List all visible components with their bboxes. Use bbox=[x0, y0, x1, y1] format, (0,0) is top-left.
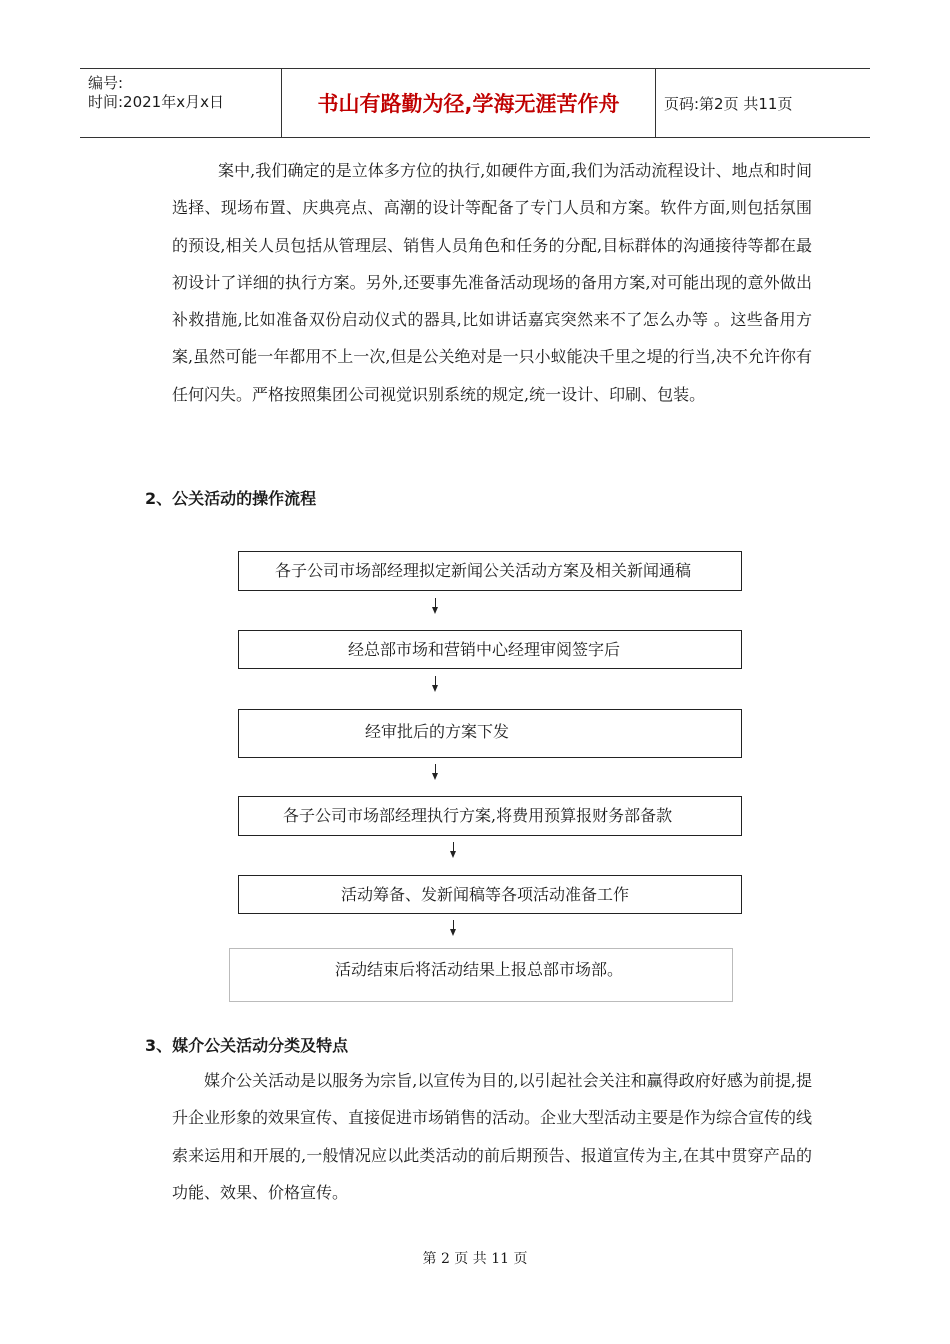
flow-step-2 bbox=[238, 630, 742, 669]
flow-step-6 bbox=[229, 948, 733, 1002]
flow-step-6-text: 活动结束后将活动结果上报总部市场部。 bbox=[335, 960, 624, 979]
body-paragraph-2: 媒介公关活动是以服务为宗旨,以宣传为目的,以引起社会关注和赢得政府好感为前提,提升企业形象的效果宣传、直接促进市场销售的活动。企业大型活动主要是作为综合宣传的线索来运用和开展的,一般情况应以此类活动的前后期预告、报道宣传为主,在其中贯穿产品的功能、效果、价格宣传。 bbox=[172, 1071, 813, 1202]
flow-step-4-text: 各子公司市场部经理执行方案,将费用预算报财务部备款 bbox=[283, 806, 673, 825]
number-label: 编号: bbox=[88, 74, 124, 92]
flow-step-3 bbox=[238, 709, 742, 758]
header-motto: 书山有路勤为径,学海无涯苦作舟 bbox=[282, 69, 656, 137]
body-paragraph-1: 案中,我们确定的是立体多方位的执行,如硬件方面,我们为活动流程设计、地点和时间选择、现场布置、庆典亮点、高潮的设计等配备了专门人员和方案。软件方面,则包括氛围的预设,相关人员包括从管理层、销售人员角色和任务的分配,目标群体的沟通接待等都在最初设计了详细的执行方案。另外,还要事先准备活动现场的备用方案,对可能出现的意外做出补救措施,比如准备双份启动仪式的器具,比如讲话嘉宾突然来不了怎么办等 。这些备用方案,虽然可能一年都用不上一次,但是公关绝对是一只小蚁能决千里之堤的行当,决不允许你有任何闪失。严格按照集团公司视觉识别系统的规定,统一设计、印刷、包装。 bbox=[172, 161, 812, 404]
arrow-down-icon bbox=[431, 598, 441, 614]
section-2-heading: 2、公关活动的操作流程 bbox=[145, 489, 317, 508]
time-label: 时间:2021年x月x日 bbox=[88, 93, 224, 111]
flow-step-1-text: 各子公司市场部经理拟定新闻公关活动方案及相关新闻通稿 bbox=[275, 561, 692, 580]
flow-step-5-text: 活动筹备、发新闻稿等各项活动准备工作 bbox=[341, 885, 630, 904]
flow-step-2-text: 经总部市场和营销中心经理审阅签字后 bbox=[348, 640, 621, 659]
page-footer: 第 2 页 共 11 页 bbox=[422, 1251, 528, 1267]
arrow-down-icon bbox=[431, 676, 441, 692]
arrow-down-icon bbox=[431, 764, 441, 780]
flow-step-3-text: 经审批后的方案下发 bbox=[365, 722, 510, 741]
flow-step-5 bbox=[238, 875, 742, 914]
header-page-info: 页码:第2页 共11页 bbox=[664, 94, 793, 113]
flow-step-4 bbox=[238, 796, 742, 836]
arrow-down-icon bbox=[449, 842, 459, 858]
header-meta-cell bbox=[80, 69, 282, 137]
header-table bbox=[80, 68, 870, 138]
flow-step-1 bbox=[238, 551, 742, 591]
section-3-heading: 3、媒介公关活动分类及特点 bbox=[145, 1036, 349, 1055]
arrow-down-icon bbox=[449, 920, 459, 936]
